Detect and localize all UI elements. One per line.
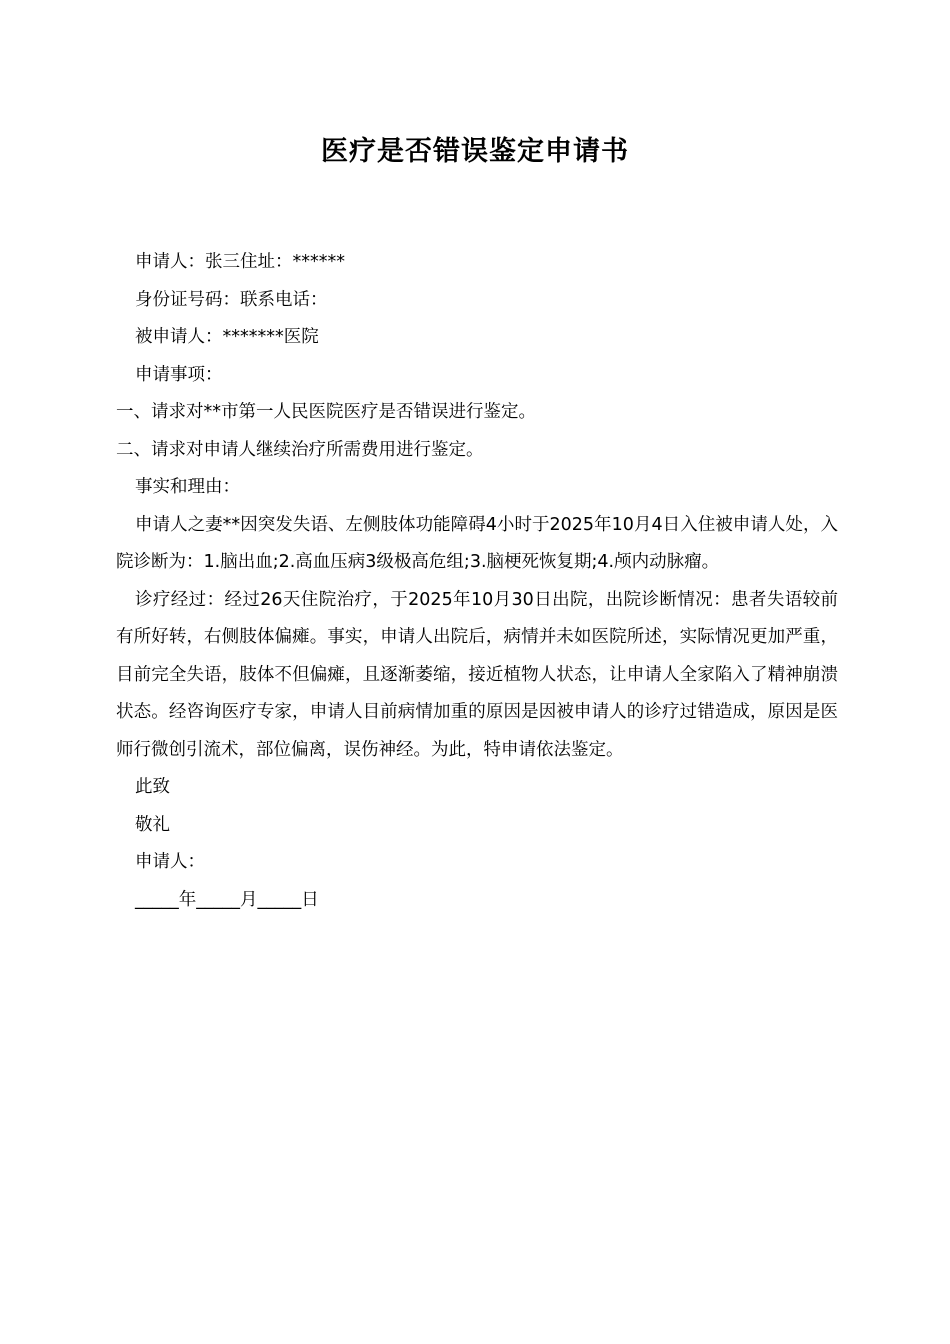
facts-paragraph-1: 申请人之妻**因突发失语、左侧肢体功能障碍4小时于2025年10月4日入住被申请人处，入院诊断为：1.脑出血;2.高血压病3级极高危组;3.脑梗死恢复期;4.颅内动脉瘤。: [116, 514, 838, 572]
signature-line: 申请人：: [135, 852, 205, 872]
facts-paragraph-2: 诊疗经过：经过26天住院治疗，于2025年10月30日出院，出院诊断情况：患者失语较前有所好转，右侧肢体偏瘫。事实，申请人出院后，病情并未如医院所述，实际情况更加严重，目前完全失语，肢体不但偏瘫，且逐渐萎缩，接近植物人状态，让申请人全家陷入了精神崩溃状态。经咨询医疗专家，申请人目前病情加重的原因是因被申请人的诊疗过错造成，原因是医师行微创引流术，部位偏离，误伤神经。为此，特申请依法鉴定。: [116, 589, 838, 760]
document-title: 医疗是否错误鉴定申请书: [321, 136, 629, 167]
applicant-line: 申请人：张三住址：******: [135, 252, 345, 272]
matter-1: 一、请求对**市第一人民医院医疗是否错误进行鉴定。: [116, 402, 536, 422]
matters-heading: 申请事项：: [135, 364, 223, 385]
id-line: 身份证号码：联系电话：: [135, 289, 328, 310]
closing-2: 敬礼: [135, 814, 170, 835]
respondent-line: 被申请人：*******医院: [135, 327, 319, 347]
matter-2: 二、请求对申请人继续治疗所需费用进行鉴定。: [116, 439, 484, 460]
closing-1: 此致: [135, 777, 170, 797]
facts-heading: 事实和理由：: [135, 477, 240, 497]
date-line: _____年_____月_____日: [135, 889, 319, 910]
document-body: [116, 244, 838, 919]
